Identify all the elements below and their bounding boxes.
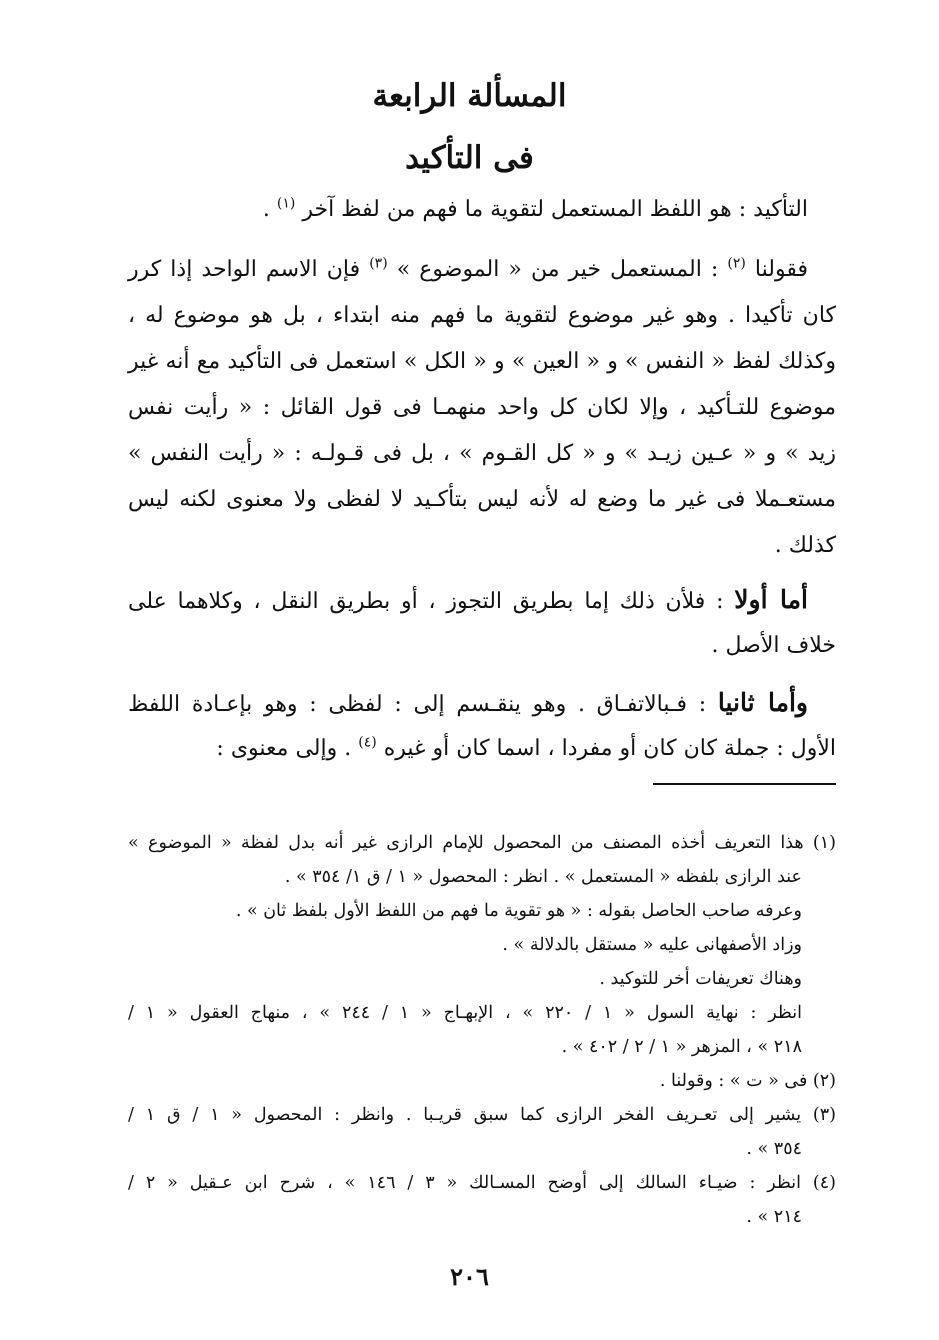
footnote-ref-4: (٤) bbox=[358, 734, 377, 751]
p1-line-2: كان تأكيدا . وهو غير موضوع لتقوية ما فهم منه ابتداء ، بل هو موضوع له ، bbox=[128, 303, 836, 328]
p3-l2-b: . وإلى معنوى : bbox=[216, 736, 352, 761]
footnote-ref-1: (١) bbox=[276, 195, 296, 212]
p1-line-7: كذلك . bbox=[774, 533, 836, 558]
fn1-line-6: انظر : نهاية السول « ١ / ٢٢٠ » ، الإبهـاج « ١ / ٢٤٤ » ، منهاج العقول « ١ / bbox=[128, 1003, 802, 1023]
fn1-line-4: وزاد الأصفهانى عليه « مستقل بالدلالة » . bbox=[502, 935, 802, 955]
page-number: ٢٠٦ bbox=[450, 1262, 489, 1291]
p1-line-5: زيد » و « عـين زيـد » و « كل القـوم » ، بل فى قـولـه : « رأيت النفس » bbox=[128, 441, 836, 466]
definition-paragraph bbox=[128, 187, 836, 233]
p1-line-1 bbox=[128, 247, 836, 293]
p2-lead: أما أولا bbox=[734, 585, 808, 614]
p1-line-4: موضوع للتـأكيد ، وإلا لكان كل واحد منهمـا فى قول القائل : « رأيت نفس bbox=[128, 395, 836, 420]
p3-line-2 bbox=[128, 726, 836, 772]
p3-lead: وأما ثانيا bbox=[717, 688, 808, 717]
footnotes bbox=[128, 826, 836, 1234]
section-subtitle: فى التأكيد bbox=[405, 140, 534, 176]
fn3-line-2: ٣٥٤ » . bbox=[746, 1139, 802, 1159]
fn1-line-5: وهناك تعريفات أخر للتوكيد . bbox=[599, 969, 802, 989]
p2-line-2: خلاف الأصل . bbox=[711, 633, 836, 658]
fn1-line-7: ٢١٨ » ، المزهر « ١ / ٢ / ٤٠٢ » . bbox=[561, 1037, 802, 1057]
paragraph-3 bbox=[128, 680, 836, 772]
paragraph-2 bbox=[128, 577, 836, 669]
definition-line bbox=[128, 187, 836, 233]
p2-l1-rest: : فلأن ذلك إما بطريق التجوز ، أو بطريق النقل ، وكلاهما على bbox=[128, 589, 724, 614]
footnote-ref-3: (٣) bbox=[369, 255, 388, 272]
fn1-line-3: وعرفه صاحب الحاصل بقوله : « هو تقوية ما فهم من اللفظ الأول بلفظ ثان » . bbox=[235, 901, 802, 921]
fn1-line-2: عند الرازى بلفظه « المستعمل » . انظر : المحصول « ١ / ق ١/ ٣٥٤ » . bbox=[284, 867, 802, 887]
p1-line-3: وكذلك لفظ « النفس » و « العين » و « الكل » استعمل فى التأكيد مع أنه غير bbox=[128, 349, 836, 374]
section-title: المسألة الرابعة bbox=[372, 78, 567, 114]
p1-l1-a: فقولنا bbox=[754, 257, 808, 282]
definition-text: التأكيد : هو اللفظ المستعمل لتقوية ما فهم من لفظ آخر bbox=[302, 197, 808, 222]
p2-line-1 bbox=[128, 577, 836, 623]
p1-l1-b: : المستعمل خير من « الموضوع » bbox=[396, 257, 719, 282]
paragraph-1 bbox=[128, 247, 836, 569]
p1-l1-c: فإن الاسم الواحد إذا كرر bbox=[128, 257, 361, 282]
p3-l2-a: الأول : جملة كان كان أو مفردا ، اسما كان أو غيره bbox=[383, 736, 836, 761]
p3-line-1 bbox=[128, 680, 836, 726]
definition-end: . bbox=[262, 197, 270, 222]
fn4-line-2: ٢١٤ » . bbox=[746, 1207, 802, 1227]
fn2-line: (٢) فى « ت » : وقولنا . bbox=[659, 1071, 836, 1091]
p1-line-6: مستعـملا فى غير ما وضع له لأنه ليس بتأكـيد لا لفظى ولا معنوى لكنه ليس bbox=[128, 487, 836, 512]
fn1-line-1: (١) هذا التعريف أخذه المصنف من المحصول للإمام الرازى غير أنه بدل لفظة « الموضوع » bbox=[128, 833, 836, 853]
fn3-line-1: (٣) يشير إلى تعـريف الفخر الرازى كما سبق قريـبا . وانظر : المحصول « ١ / ق ١ / bbox=[128, 1105, 836, 1125]
footnote-ref-2: (٢) bbox=[727, 255, 746, 272]
fn4-line-1: (٤) انظر : ضيـاء السالك إلى أوضح المسـالك « ٣ / ١٤٦ » ، شرح ابن عـقيل « ٢ / bbox=[128, 1173, 836, 1193]
footnote-separator bbox=[653, 783, 836, 785]
p3-l1-rest: : فـبالاتفـاق . وهو ينقـسم إلى : لفظى : وهو بإعـادة اللفظ bbox=[128, 692, 707, 717]
